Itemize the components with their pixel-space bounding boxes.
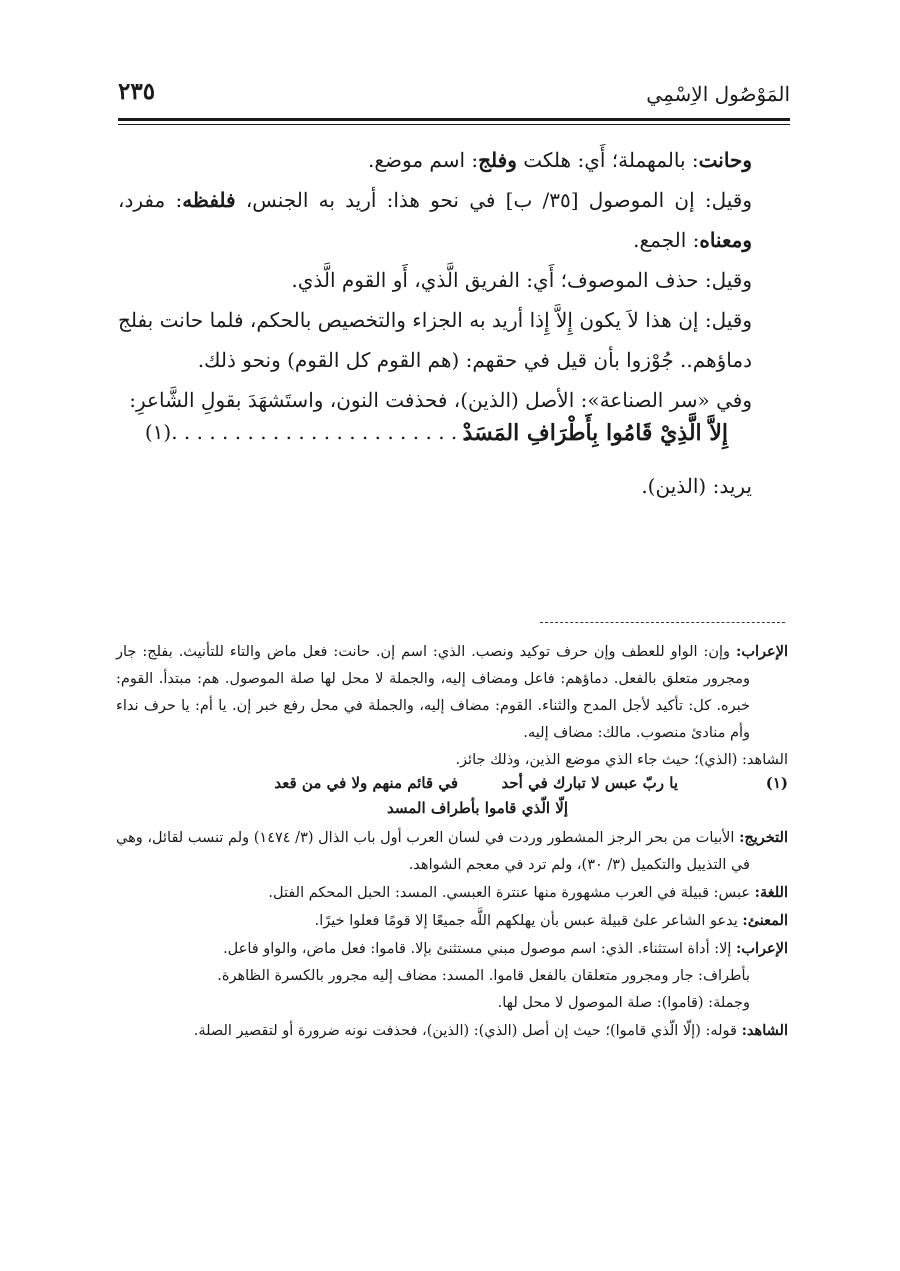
poem-hemistich-3: إلّا الّذي قاموا بأطراف المسد bbox=[387, 799, 568, 817]
term-hanat: وحانت bbox=[698, 148, 752, 172]
footnote-irab-2-line-2: بأطراف: جار ومجرور متعلقان بالفعل قاموا. المسد: مضاف إليه مجرور بالكسرة الظاهرة. bbox=[217, 968, 750, 984]
footnote-shahid-1: الشاهد: (الذي)؛ حيث جاء الذي موضع الذين، وذلك جائز. bbox=[455, 752, 788, 768]
footnote-lugha bbox=[116, 879, 788, 907]
paragraph-2 bbox=[118, 180, 790, 260]
mana-text: يدعو الشاعر علئ قبيلة عبس بأن يهلكهم اللَّه جميعًا إلا قومًا فعلوا خيرًا. bbox=[314, 913, 743, 929]
shahid2-label: الشاهد: bbox=[741, 1022, 788, 1039]
page-header bbox=[118, 78, 790, 112]
running-title: المَوْصُول الاِسْمِي bbox=[646, 82, 790, 106]
footnotes bbox=[116, 638, 788, 1045]
footnote-poem bbox=[116, 774, 788, 824]
irab-text: وإن: الواو للعطف وإن حرف توكيد ونصب. الذي: اسم إن. حانت: فعل ماض والتاء للتأنيث. بفلج: جار ومجرور متعلق بالفعل. دماؤهم: فاعل ومضاف إليه، والجملة لا محل لها صلة الموصول. هم: مبتدأ. القوم: خبره. كل: تأكيد لأجل المدح والثناء. القوم: مضاف إليه، والجملة في محل رفع خبر إن. يا أم: يا حرف نداء وأم منادئ منصوب. مالك: مضاف إليه. bbox=[116, 644, 750, 741]
paragraph-2-text: وقيل: إن الموصول [٣٥/ ب] في نحو هذا: أريد به الجنس، bbox=[235, 188, 752, 212]
term-maanahu: ومعناه bbox=[699, 228, 752, 252]
mana-label: المعنئ: bbox=[742, 912, 788, 929]
poem-hemistich-2: في قائم منهم ولا في من قعد bbox=[274, 774, 458, 792]
takhrij-text: الأبيات من بحر الرجز المشطور وردت في لسان العرب أول باب الذال (٣/ ١٤٧٤) ولم تنسب لقائل، وهي في التذييل والتكميل (٣/ ٣٠)، ولم ترد في معجم الشواهد. bbox=[116, 830, 750, 873]
paragraph-6: يريد: (الذين). bbox=[641, 474, 752, 498]
term-lafzuhu: فلفظه bbox=[182, 188, 236, 212]
paragraph-1 bbox=[118, 140, 790, 180]
footnote-number: (١) bbox=[765, 774, 788, 792]
main-text bbox=[118, 140, 790, 506]
footnote-irab-2-line-3: وجملة: (قاموا): صلة الموصول لا محل لها. bbox=[497, 995, 750, 1011]
page-number: ٢٣٥ bbox=[118, 78, 156, 105]
footnote-irab-2 bbox=[116, 935, 788, 963]
paragraph-1-text: : بالمهملة؛ أَي: هلكت bbox=[516, 148, 699, 172]
header-rule-thin bbox=[118, 124, 790, 125]
poem-hemistich-1: يا ربّ عبس لا تبارك في أحد bbox=[501, 774, 678, 792]
term-falj: وفلج bbox=[478, 148, 517, 172]
shahid2-text: قوله: (إلّا الّذي قاموا)؛ حيث إن أصل (الذي): (الذين)، فحذفت نونه ضرورة أو لتقصير الصلة. bbox=[193, 1023, 742, 1039]
irab2-text: إلا: أداة استثناء. الذي: اسم موصول مبني مستثنئ بإلا. قاموا: فعل ماض، والواو فاعل. bbox=[223, 941, 737, 957]
footnote-irab-1 bbox=[116, 638, 788, 747]
footnote-takhrij bbox=[116, 824, 788, 879]
footnote-shahid-2 bbox=[116, 1017, 788, 1045]
lugha-label: اللغة: bbox=[754, 884, 788, 901]
irab2-label: الإعراب: bbox=[736, 940, 788, 957]
verse-text: إِلاَّ الَّذِيْ قَامُوا بِأَطْرَافِ المَسَدْ bbox=[462, 420, 728, 446]
paragraph-4: وقيل: إن هذا لاَ يكون إِلاَّ إِذا أريد به الجزاء والتخصيص بالحكم، فلما حانت بفلج دماؤهم.. جُوْزوا بأن قيل في حقهم: (هم القوم كل القوم) ونحو ذلك. bbox=[118, 308, 752, 372]
footnote-mana bbox=[116, 907, 788, 935]
poetry-verse bbox=[118, 420, 790, 466]
paragraph-2-text-2: : مفرد، bbox=[118, 188, 183, 212]
footnote-separator bbox=[540, 622, 785, 623]
paragraph-3: وقيل: حذف الموصوف؛ أَي: الفريق الَّذي، أَو القوم الَّذي. bbox=[291, 268, 752, 292]
irab-label: الإعراب: bbox=[736, 643, 788, 660]
verse-ellipsis-footnote-ref: (١). . . . . . . . . . . . . . . . . . . . . . . . bbox=[144, 420, 470, 444]
paragraph-2-text-3: : الجمع. bbox=[633, 228, 700, 252]
paragraph-5: وفي «سر الصناعة»: الأصل (الذين)، فحذفت النون، واستَشهَدَ بقولِ الشَّاعرِ: bbox=[129, 388, 752, 412]
lugha-text: عبس: قبيلة في العرب مشهورة منها عنترة العبسي. المسد: الحبل المحكم الفتل. bbox=[268, 885, 755, 901]
takhrij-label: التخريج: bbox=[739, 829, 788, 846]
header-rule-thick bbox=[118, 118, 790, 121]
paragraph-1-text-2: : اسم موضع. bbox=[368, 148, 479, 172]
